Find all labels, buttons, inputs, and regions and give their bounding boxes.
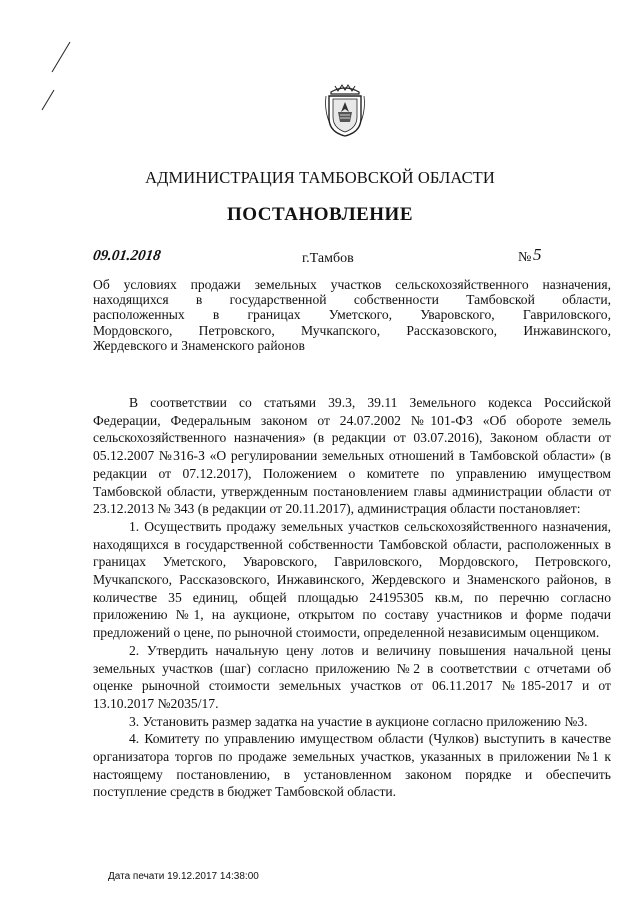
handwritten-document-number: 5 [533,245,542,264]
document-number-label: № [518,250,532,265]
clause-paragraph: 4. Комитету по управлению имуществом области (Чулков) выступить в качестве организатора торгов по продаже земельных участков, указанных в приложении №1 к настоящему постановлению, в установленном законом порядке и обеспечить поступление средств в бюджет Тамбовской области. [93,731,611,800]
clause-paragraph: 1. Осуществить продажу земельных участков сельскохозяйственного назначения, находящихся в государственной собственности Тамбовской области, расположенных в границах Уметского, Уваровского, Гавриловского, Мордовского, Петровского, Мучкапского, Рассказовского, Инжавинского, Жердевского и Знаменского районов, в количестве 35 единиц, общей площадью 24195305 кв.м, по перечню согласно приложению №1, на аукционе, открытом по составу участников и форме подачи предложений о цене, по рыночной стоимости, определенной независимым оценщиком. [93,518,611,641]
pen-stroke-mark [40,40,80,120]
preamble-paragraph: В соответствии со статьями 39.3, 39.11 Земельного кодекса Российской Федерации, Федеральным законом от 24.07.2002 №101-ФЗ «Об обороте земель сельскохозяйственного назначения» (в редакции от 03.07.2016), Законом области от 05.12.2007 №316-З «О регулировании земельных отношений в Тамбовской области» (в редакции от 07.12.2017), Положением о комитете по управлению имуществом Тамбовской области, утвержденным постановлением главы администрации области от 23.12.2013 № 343 (в редакции от 20.11.2017), администрация области постановляет: [93,395,611,517]
city-name: г.Тамбов [302,251,354,266]
subject-line: находящихся в государственной собственности Тамбовской области, [93,292,611,308]
subject-line: Мордовского, Петровского, Мучкапского, Рассказовского, Инжавинского, [93,322,611,338]
subject-line: расположенных в границах Уметского, Уваровского, Гавриловского, [93,307,611,323]
document-body [93,394,611,801]
clause-paragraph: 2. Утвердить начальную цену лотов и величину повышения начальной цены земельных участков (шаг) согласно приложению №2 в соответствии с отчетами об оценке рыночной стоимости земельных участков от 06.11.2017 №185-2017 и от 13.10.2017 №2035/17. [93,642,611,711]
document-title: ПОСТАНОВЛЕНИЕ [226,204,414,225]
coat-of-arms-emblem [323,82,367,138]
subject-line: Жердевского и Знаменского районов [93,337,305,353]
document-subject [93,277,611,353]
clause-paragraph: 3. Установить размер задатка на участие в аукционе согласно приложению №3. [129,713,588,729]
organization-name: АДМИНИСТРАЦИЯ ТАМБОВСКОЙ ОБЛАСТИ [145,168,495,187]
handwritten-date: 09.01.2018 [91,248,162,264]
subject-line: Об условиях продажи земельных участков сельскохозяйственного назначения, [93,277,611,292]
print-date-footer: Дата печати 19.12.2017 14:38:00 [108,871,259,882]
